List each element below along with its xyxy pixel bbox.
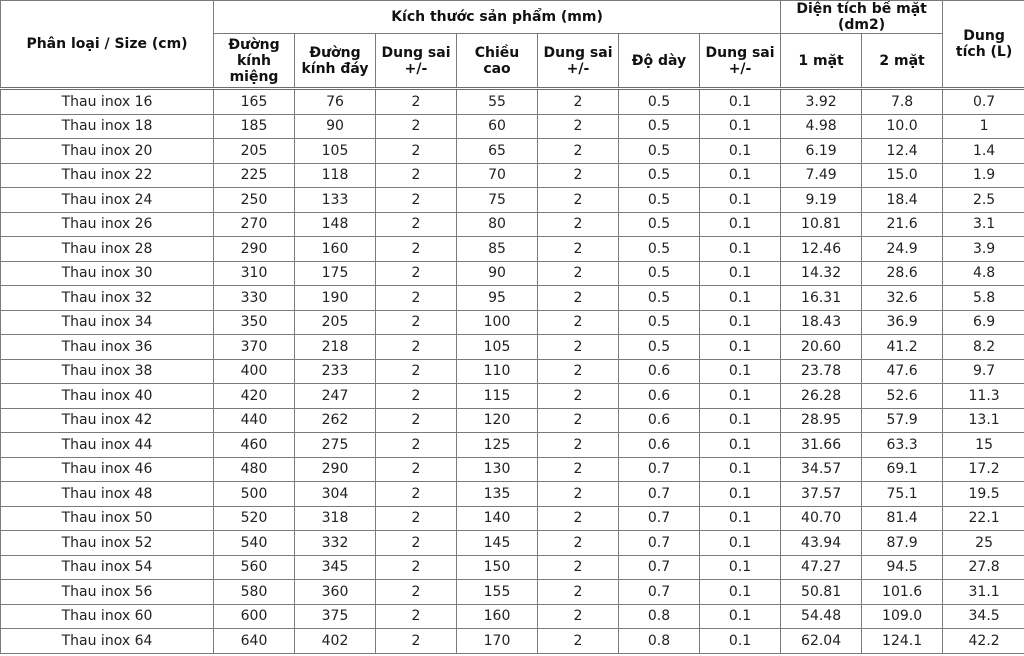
cell-tolerance-2: 2 [538,531,619,556]
cell-height: 115 [457,384,538,409]
cell-tolerance-2: 2 [538,261,619,286]
cell-height: 95 [457,286,538,311]
cell-tolerance-3: 0.1 [700,384,781,409]
cell-area-one-side: 18.43 [781,310,862,335]
cell-mouth-diameter: 270 [214,212,295,237]
cell-mouth-diameter: 480 [214,457,295,482]
cell-tolerance-3: 0.1 [700,114,781,139]
cell-area-two-sides: 36.9 [862,310,943,335]
cell-volume: 4.8 [943,261,1024,286]
cell-volume: 31.1 [943,580,1024,605]
cell-area-one-side: 40.70 [781,506,862,531]
cell-name: Thau inox 52 [1,531,214,556]
header-area-one-side: 1 mặt [781,34,862,89]
cell-thickness: 0.8 [619,629,700,654]
cell-tolerance-1: 2 [376,286,457,311]
cell-tolerance-2: 2 [538,629,619,654]
cell-tolerance-1: 2 [376,163,457,188]
cell-mouth-diameter: 225 [214,163,295,188]
cell-area-one-side: 50.81 [781,580,862,605]
cell-height: 145 [457,531,538,556]
cell-mouth-diameter: 165 [214,89,295,115]
cell-name: Thau inox 16 [1,89,214,115]
cell-thickness: 0.5 [619,237,700,262]
table-row [1,433,1024,458]
cell-tolerance-1: 2 [376,629,457,654]
cell-tolerance-2: 2 [538,335,619,360]
cell-area-one-side: 34.57 [781,457,862,482]
cell-thickness: 0.7 [619,457,700,482]
cell-height: 155 [457,580,538,605]
cell-tolerance-3: 0.1 [700,482,781,507]
cell-area-one-side: 37.57 [781,482,862,507]
cell-base-diameter: 262 [295,408,376,433]
cell-thickness: 0.5 [619,261,700,286]
cell-thickness: 0.5 [619,286,700,311]
cell-volume: 15 [943,433,1024,458]
cell-tolerance-1: 2 [376,139,457,164]
cell-tolerance-3: 0.1 [700,335,781,360]
table-row [1,531,1024,556]
cell-area-one-side: 7.49 [781,163,862,188]
cell-mouth-diameter: 460 [214,433,295,458]
cell-height: 140 [457,506,538,531]
table-row [1,408,1024,433]
cell-height: 125 [457,433,538,458]
cell-tolerance-2: 2 [538,384,619,409]
cell-mouth-diameter: 600 [214,604,295,629]
cell-base-diameter: 148 [295,212,376,237]
cell-height: 90 [457,261,538,286]
cell-mouth-diameter: 420 [214,384,295,409]
cell-tolerance-2: 2 [538,188,619,213]
cell-base-diameter: 76 [295,89,376,115]
header-surface-area-group: Diện tích bề mặt (dm2) [781,1,943,34]
cell-mouth-diameter: 330 [214,286,295,311]
table-row [1,457,1024,482]
cell-tolerance-1: 2 [376,384,457,409]
cell-area-one-side: 31.66 [781,433,862,458]
cell-area-two-sides: 21.6 [862,212,943,237]
cell-tolerance-1: 2 [376,457,457,482]
cell-tolerance-3: 0.1 [700,629,781,654]
cell-tolerance-3: 0.1 [700,580,781,605]
cell-name: Thau inox 38 [1,359,214,384]
cell-base-diameter: 105 [295,139,376,164]
cell-thickness: 0.6 [619,384,700,409]
cell-thickness: 0.7 [619,506,700,531]
table-body [1,89,1024,654]
cell-tolerance-2: 2 [538,555,619,580]
cell-mouth-diameter: 440 [214,408,295,433]
cell-height: 80 [457,212,538,237]
cell-tolerance-1: 2 [376,580,457,605]
cell-base-diameter: 133 [295,188,376,213]
cell-base-diameter: 90 [295,114,376,139]
table-row [1,114,1024,139]
cell-tolerance-3: 0.1 [700,604,781,629]
cell-area-one-side: 10.81 [781,212,862,237]
cell-thickness: 0.5 [619,163,700,188]
cell-height: 150 [457,555,538,580]
cell-thickness: 0.6 [619,408,700,433]
cell-tolerance-3: 0.1 [700,531,781,556]
cell-tolerance-2: 2 [538,237,619,262]
cell-mouth-diameter: 520 [214,506,295,531]
cell-volume: 0.7 [943,89,1024,115]
cell-name: Thau inox 56 [1,580,214,605]
cell-thickness: 0.5 [619,139,700,164]
cell-mouth-diameter: 290 [214,237,295,262]
cell-tolerance-3: 0.1 [700,237,781,262]
header-tolerance-3: Dung sai +/- [700,34,781,89]
cell-thickness: 0.5 [619,212,700,237]
table-row [1,555,1024,580]
cell-tolerance-1: 2 [376,261,457,286]
cell-base-diameter: 345 [295,555,376,580]
cell-volume: 25 [943,531,1024,556]
cell-volume: 1 [943,114,1024,139]
table-row [1,335,1024,360]
table-row [1,139,1024,164]
cell-base-diameter: 402 [295,629,376,654]
cell-thickness: 0.5 [619,114,700,139]
cell-area-two-sides: 124.1 [862,629,943,654]
cell-tolerance-3: 0.1 [700,359,781,384]
cell-area-one-side: 3.92 [781,89,862,115]
table-row [1,604,1024,629]
cell-volume: 3.9 [943,237,1024,262]
cell-volume: 22.1 [943,506,1024,531]
cell-volume: 1.9 [943,163,1024,188]
cell-name: Thau inox 44 [1,433,214,458]
cell-area-one-side: 6.19 [781,139,862,164]
cell-area-two-sides: 12.4 [862,139,943,164]
cell-height: 85 [457,237,538,262]
cell-name: Thau inox 54 [1,555,214,580]
cell-tolerance-2: 2 [538,359,619,384]
cell-area-one-side: 23.78 [781,359,862,384]
table-row [1,89,1024,115]
cell-name: Thau inox 36 [1,335,214,360]
cell-tolerance-1: 2 [376,433,457,458]
cell-area-two-sides: 10.0 [862,114,943,139]
cell-thickness: 0.7 [619,482,700,507]
cell-base-diameter: 118 [295,163,376,188]
cell-area-two-sides: 87.9 [862,531,943,556]
cell-tolerance-2: 2 [538,408,619,433]
cell-tolerance-3: 0.1 [700,212,781,237]
cell-name: Thau inox 20 [1,139,214,164]
cell-thickness: 0.6 [619,359,700,384]
cell-tolerance-1: 2 [376,482,457,507]
cell-name: Thau inox 28 [1,237,214,262]
cell-height: 100 [457,310,538,335]
cell-volume: 13.1 [943,408,1024,433]
table-row [1,384,1024,409]
cell-base-diameter: 218 [295,335,376,360]
cell-tolerance-2: 2 [538,433,619,458]
cell-tolerance-2: 2 [538,139,619,164]
cell-volume: 11.3 [943,384,1024,409]
cell-volume: 9.7 [943,359,1024,384]
cell-tolerance-1: 2 [376,335,457,360]
cell-area-two-sides: 52.6 [862,384,943,409]
cell-thickness: 0.7 [619,555,700,580]
cell-area-two-sides: 63.3 [862,433,943,458]
cell-tolerance-2: 2 [538,286,619,311]
table-row [1,580,1024,605]
cell-volume: 2.5 [943,188,1024,213]
cell-tolerance-3: 0.1 [700,163,781,188]
table-row [1,359,1024,384]
cell-thickness: 0.5 [619,89,700,115]
cell-height: 110 [457,359,538,384]
cell-base-diameter: 233 [295,359,376,384]
cell-area-two-sides: 28.6 [862,261,943,286]
cell-tolerance-1: 2 [376,408,457,433]
cell-tolerance-3: 0.1 [700,506,781,531]
cell-name: Thau inox 26 [1,212,214,237]
cell-volume: 3.1 [943,212,1024,237]
cell-mouth-diameter: 400 [214,359,295,384]
cell-tolerance-3: 0.1 [700,188,781,213]
cell-area-two-sides: 7.8 [862,89,943,115]
cell-area-one-side: 43.94 [781,531,862,556]
cell-volume: 17.2 [943,457,1024,482]
cell-height: 60 [457,114,538,139]
cell-volume: 1.4 [943,139,1024,164]
cell-height: 170 [457,629,538,654]
cell-area-one-side: 14.32 [781,261,862,286]
cell-tolerance-3: 0.1 [700,286,781,311]
cell-name: Thau inox 24 [1,188,214,213]
cell-area-one-side: 62.04 [781,629,862,654]
cell-name: Thau inox 30 [1,261,214,286]
cell-tolerance-3: 0.1 [700,89,781,115]
cell-tolerance-1: 2 [376,212,457,237]
cell-base-diameter: 375 [295,604,376,629]
cell-tolerance-1: 2 [376,310,457,335]
cell-name: Thau inox 64 [1,629,214,654]
cell-base-diameter: 247 [295,384,376,409]
table-row [1,188,1024,213]
cell-thickness: 0.7 [619,531,700,556]
cell-mouth-diameter: 640 [214,629,295,654]
table-row [1,629,1024,654]
cell-volume: 5.8 [943,286,1024,311]
cell-tolerance-1: 2 [376,114,457,139]
cell-mouth-diameter: 500 [214,482,295,507]
cell-tolerance-1: 2 [376,555,457,580]
cell-area-two-sides: 32.6 [862,286,943,311]
cell-base-diameter: 332 [295,531,376,556]
header-tolerance-1: Dung sai +/- [376,34,457,89]
cell-tolerance-2: 2 [538,580,619,605]
cell-base-diameter: 190 [295,286,376,311]
cell-area-one-side: 9.19 [781,188,862,213]
table-header [1,1,1024,89]
cell-volume: 6.9 [943,310,1024,335]
cell-name: Thau inox 18 [1,114,214,139]
cell-mouth-diameter: 540 [214,531,295,556]
cell-name: Thau inox 32 [1,286,214,311]
cell-thickness: 0.5 [619,310,700,335]
cell-tolerance-2: 2 [538,89,619,115]
cell-tolerance-1: 2 [376,604,457,629]
cell-name: Thau inox 60 [1,604,214,629]
cell-name: Thau inox 34 [1,310,214,335]
cell-thickness: 0.8 [619,604,700,629]
cell-name: Thau inox 46 [1,457,214,482]
cell-tolerance-1: 2 [376,531,457,556]
cell-name: Thau inox 40 [1,384,214,409]
cell-height: 135 [457,482,538,507]
table-row [1,163,1024,188]
cell-area-two-sides: 18.4 [862,188,943,213]
cell-tolerance-2: 2 [538,310,619,335]
cell-area-one-side: 26.28 [781,384,862,409]
cell-volume: 8.2 [943,335,1024,360]
cell-tolerance-2: 2 [538,163,619,188]
table-row [1,237,1024,262]
cell-name: Thau inox 50 [1,506,214,531]
cell-tolerance-2: 2 [538,212,619,237]
cell-name: Thau inox 22 [1,163,214,188]
cell-tolerance-3: 0.1 [700,310,781,335]
cell-area-two-sides: 41.2 [862,335,943,360]
cell-tolerance-3: 0.1 [700,408,781,433]
table-row [1,310,1024,335]
cell-area-one-side: 20.60 [781,335,862,360]
cell-mouth-diameter: 310 [214,261,295,286]
cell-base-diameter: 205 [295,310,376,335]
cell-mouth-diameter: 370 [214,335,295,360]
cell-height: 105 [457,335,538,360]
cell-area-one-side: 28.95 [781,408,862,433]
cell-tolerance-2: 2 [538,457,619,482]
table-row [1,212,1024,237]
cell-height: 55 [457,89,538,115]
cell-tolerance-1: 2 [376,188,457,213]
header-mouth-diameter: Đường kính miệng [214,34,295,89]
cell-base-diameter: 304 [295,482,376,507]
cell-base-diameter: 175 [295,261,376,286]
cell-name: Thau inox 48 [1,482,214,507]
cell-area-one-side: 54.48 [781,604,862,629]
table-row [1,261,1024,286]
cell-height: 120 [457,408,538,433]
cell-volume: 34.5 [943,604,1024,629]
table-row [1,482,1024,507]
header-height: Chiều cao [457,34,538,89]
cell-tolerance-3: 0.1 [700,555,781,580]
header-category: Phân loại / Size (cm) [1,1,214,89]
cell-tolerance-2: 2 [538,506,619,531]
header-area-two-sides: 2 mặt [862,34,943,89]
header-tolerance-2: Dung sai +/- [538,34,619,89]
cell-mouth-diameter: 250 [214,188,295,213]
cell-area-two-sides: 69.1 [862,457,943,482]
cell-height: 130 [457,457,538,482]
cell-tolerance-3: 0.1 [700,139,781,164]
cell-area-two-sides: 94.5 [862,555,943,580]
cell-area-one-side: 16.31 [781,286,862,311]
cell-tolerance-1: 2 [376,359,457,384]
cell-tolerance-1: 2 [376,237,457,262]
cell-area-one-side: 4.98 [781,114,862,139]
cell-height: 160 [457,604,538,629]
cell-area-two-sides: 47.6 [862,359,943,384]
header-volume: Dung tích (L) [943,1,1024,89]
cell-tolerance-1: 2 [376,89,457,115]
cell-area-two-sides: 81.4 [862,506,943,531]
cell-area-two-sides: 109.0 [862,604,943,629]
table-row [1,286,1024,311]
cell-tolerance-1: 2 [376,506,457,531]
cell-mouth-diameter: 205 [214,139,295,164]
cell-mouth-diameter: 350 [214,310,295,335]
cell-height: 75 [457,188,538,213]
cell-thickness: 0.7 [619,580,700,605]
cell-area-two-sides: 24.9 [862,237,943,262]
cell-area-one-side: 47.27 [781,555,862,580]
cell-base-diameter: 360 [295,580,376,605]
cell-base-diameter: 275 [295,433,376,458]
cell-name: Thau inox 42 [1,408,214,433]
cell-tolerance-3: 0.1 [700,433,781,458]
cell-area-two-sides: 15.0 [862,163,943,188]
cell-height: 70 [457,163,538,188]
cell-area-two-sides: 57.9 [862,408,943,433]
cell-area-two-sides: 75.1 [862,482,943,507]
cell-thickness: 0.5 [619,188,700,213]
table-row [1,506,1024,531]
cell-tolerance-3: 0.1 [700,261,781,286]
cell-mouth-diameter: 580 [214,580,295,605]
cell-mouth-diameter: 185 [214,114,295,139]
cell-tolerance-2: 2 [538,114,619,139]
cell-base-diameter: 318 [295,506,376,531]
cell-base-diameter: 290 [295,457,376,482]
header-base-diameter: Đường kính đáy [295,34,376,89]
cell-tolerance-3: 0.1 [700,457,781,482]
cell-base-diameter: 160 [295,237,376,262]
cell-mouth-diameter: 560 [214,555,295,580]
header-thickness: Độ dày [619,34,700,89]
cell-volume: 42.2 [943,629,1024,654]
cell-volume: 19.5 [943,482,1024,507]
cell-area-one-side: 12.46 [781,237,862,262]
cell-height: 65 [457,139,538,164]
cell-thickness: 0.6 [619,433,700,458]
header-dimensions-group: Kích thước sản phẩm (mm) [214,1,781,34]
cell-thickness: 0.5 [619,335,700,360]
cell-volume: 27.8 [943,555,1024,580]
cell-tolerance-2: 2 [538,482,619,507]
cell-area-two-sides: 101.6 [862,580,943,605]
cell-tolerance-2: 2 [538,604,619,629]
